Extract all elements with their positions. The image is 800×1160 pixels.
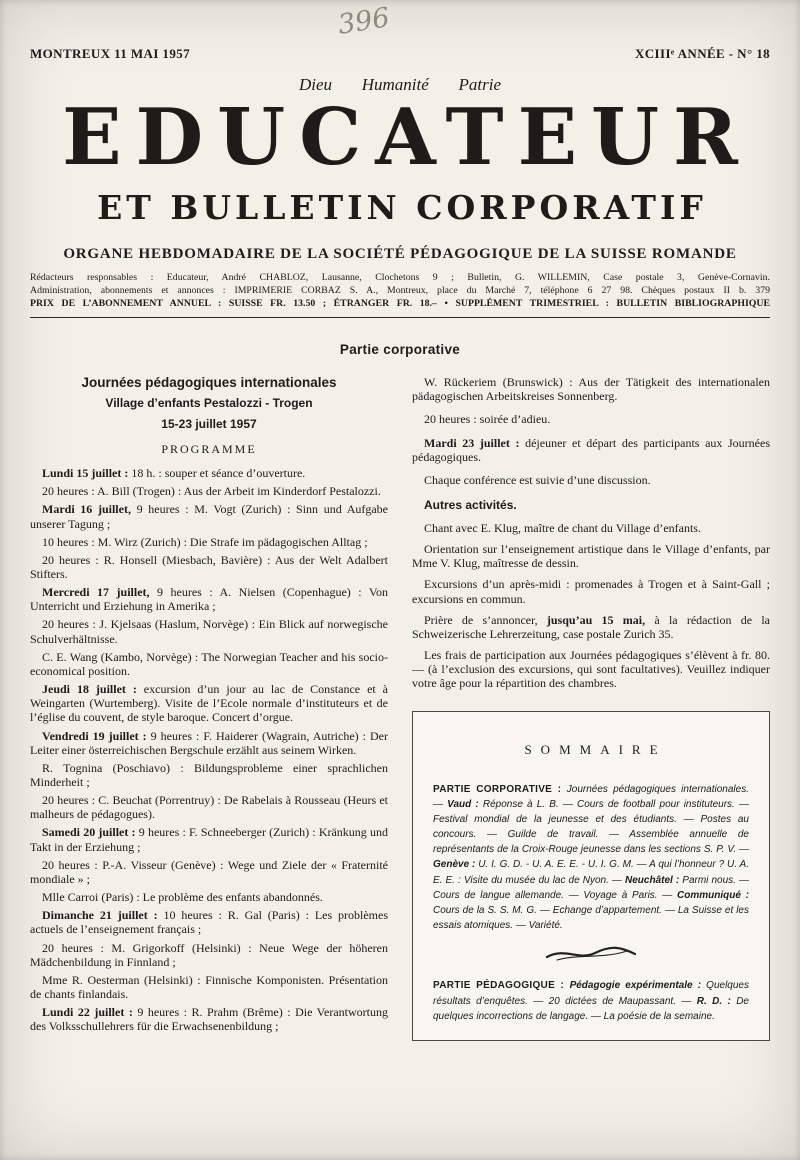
paragraph: Orientation sur l’enseignement artistique dans le Village d’enfants, par Mme V. Klug, maîtresse de dessin.: [412, 542, 770, 571]
paragraph: Vendredi 19 juillet : 9 heures : F. Haiderer (Wagrain, Autriche) : Der Leiter einer österreichischen Bergschule erzählt aus seinem Wirken.: [30, 728, 388, 757]
program-paragraphs: [30, 466, 388, 1033]
article-columns: [30, 375, 770, 1041]
paragraph: Prière de s’annoncer, jusqu’au 15 mai, à la rédaction de la Schweizerische Lehrerzeitung, case postale Zurich 35.: [412, 612, 770, 641]
paragraph: Mme R. Oesterman (Helsinki) : Finnische Komponisten. Présentation de chants finlandais.: [30, 972, 388, 1002]
paragraph: W. Rückeriem (Brunswick) : Aus der Tätigkeit des internationalen pädagogischen Arbeitskreises Sonnenberg.: [412, 375, 770, 404]
activities-paragraphs: [412, 521, 770, 691]
left-column: [30, 375, 388, 1041]
paragraph: 20 heures : R. Honsell (Miesbach, Bavière) : Aus der Welt Adalbert Stifters.: [30, 552, 388, 581]
sommaire-title: SOMMAIRE: [524, 741, 667, 757]
sommaire-section-label: PARTIE CORPORATIVE :: [433, 783, 567, 795]
paragraph: R. Tognina (Poschiavo) : Bildungsprobleme einer sprachlichen Minderheit ;: [30, 760, 388, 790]
paragraph: C. E. Wang (Kambo, Norvège) : The Norwegian Teacher and his socio-economical position.: [30, 649, 388, 678]
right-column: [412, 375, 770, 1041]
article-subheading-1: Village d’enfants Pestalozzi - Trogen: [105, 396, 313, 411]
paragraph: Mardi 16 juillet, 9 heures : M. Vogt (Zurich) : Sinn und Aufgabe unserer Tagung ;: [30, 502, 389, 531]
paragraph: Mercredi 17 juillet, 9 heures : A. Nielsen (Copenhague) : Von Unterricht und Erziehung in Amerika ;: [30, 585, 388, 614]
paragraph: 20 heures : P.-A. Visseur (Genève) : Wege und Ziele der « Fraternité mondiale » ;: [30, 857, 388, 886]
sommaire-box: [412, 711, 770, 1041]
price-line: PRIX DE L’ABONNEMENT ANNUEL : SUISSE FR. 13.50 ; ÉTRANGER FR. 18.– • SUPPLÉMENT TRIMESTRIEL : BULLETIN BIBLIOGRAPHIQUE: [30, 297, 770, 309]
organ-line: ORGANE HEBDOMADAIRE DE LA SOCIÉTÉ PÉDAGOGIQUE DE LA SUISSE ROMANDE: [63, 245, 737, 262]
date-line: MONTREUX 11 MAI 1957: [30, 46, 191, 61]
article-subheading-2: 15-23 juillet 1957: [161, 417, 257, 432]
paragraph: Jeudi 18 juillet : excursion d’un jour au lac de Constance et à Weingarten (Wurtemberg). Visite de l’Ecole normale d’instituteurs et de l’église du couvent, de style baroque. Concert d’orgue.: [30, 682, 389, 725]
motto: Dieu Humanité Patrie: [298, 75, 502, 94]
sommaire-pedagogique: PARTIE PÉDAGOGIQUE : Pédagogie expérimentale : Quelques résultats d’enquêtes. — 20 dictées de Maupassant. — R. D. : De quelques incorrections de langage. — La poésie de la semaine.: [433, 980, 749, 1022]
paragraph: Les frais de participation aux Journées pédagogiques s’élèvent à fr. 80.— (à l’exclusion des excursions, qui sont facultatives). Veuillez indiquer votre âge pour la répartition des chambres.: [412, 648, 770, 691]
masthead-subtitle: ET BULLETIN CORPORATIF: [97, 187, 707, 227]
paragraph: 20 heures : soirée d’adieu.: [424, 412, 551, 427]
masthead-fineprint: [30, 271, 770, 310]
program-paragraphs-continued: [412, 375, 770, 487]
flourish-ornament: [545, 945, 637, 963]
flourish-wrap: [433, 945, 749, 968]
masthead-divider: [30, 317, 770, 318]
paragraph: 10 heures : M. Wirz (Zurich) : Die Strafe im pädagogischen Alltag ;: [42, 534, 368, 549]
paragraph: 20 heures : A. Bill (Trogen) : Aus der Arbeit im Kinderdorf Pestalozzi.: [42, 484, 381, 499]
article-heading: Journées pédagogiques internationales: [81, 375, 337, 391]
paragraph: Mlle Carroi (Paris) : Le problème des enfants abandonnés.: [42, 890, 323, 905]
paragraph: Chant avec E. Klug, maître de chant du Village d’enfants.: [424, 520, 701, 535]
paragraph: Chaque conférence est suivie d’une discussion.: [424, 472, 651, 487]
activities-heading: Autres activités.: [424, 497, 517, 512]
paragraph: 20 heures : C. Beuchat (Porrentruy) : De Rabelais à Rousseau (Heurs et malheurs de pédagogues).: [30, 793, 388, 822]
paragraph: Lundi 22 juillet : 9 heures : R. Prahm (Brême) : Die Verantwortung des Volksschullehrers für die Erwachsenenbildung ;: [30, 1005, 388, 1034]
admin-line: Administration, abonnements et annonces : IMPRIMERIE CORBAZ S. A., Montreux, place du Marché 7, téléphone 6 27 98. Chèques postaux II b. 379: [30, 284, 770, 296]
pencil-annotation: 396: [335, 2, 392, 41]
paragraph: Samedi 20 juillet : 9 heures : F. Schneeberger (Zurich) : Kränkung und Takt in der Erziehung ;: [30, 825, 388, 854]
paragraph: 20 heures : M. Grigorkoff (Helsinki) : Neue Wege der höheren Mädchenbildung in Finnland ;: [30, 940, 388, 969]
sommaire-corporative: PARTIE CORPORATIVE : Journées pédagogiques internationales. — Vaud : Réponse à L. B. — Cours de football pour instituteurs. — Festival mondial de la jeunesse et des étudiants. — Postes au concours. — Guilde de travail. — Assemblée annuelle de représentants de la Croix-Rouge jeunesse dans les sections S. P. V. — Genève : U. I. G. D. - U. A. E. E. - U. I. G. M. — A qui l’honneur ? U. A. E. E. : Visite du musée du lac de Nyon. — Neuchâtel : Parmi nous. — Cours de langue allemande. — Voyage à Paris. — Communiqué : Cours de la S. S. M. G. — Echange d’appartement. — La Suisse et les essais atomiques. — Variété.: [433, 783, 749, 932]
paragraph: Lundi 15 juillet : 18 h. : souper et séance d’ouverture.: [42, 466, 306, 481]
paragraph: Mardi 23 juillet : déjeuner et départ des participants aux Journées pédagogiques.: [412, 435, 770, 464]
paragraph: Excursions d’un après-midi : promenades à Trogen et à Saint-Gall ; excursions en commun.: [412, 577, 770, 606]
masthead-topline: [30, 46, 770, 62]
section-title: Partie corporative: [339, 342, 461, 358]
program-label: PROGRAMME: [161, 442, 257, 457]
sommaire-section-label: PARTIE PÉDAGOGIQUE :: [433, 980, 570, 992]
paragraph: Dimanche 21 juillet : 10 heures : R. Gal (Paris) : Les problèmes actuels de l’enseignement français ;: [30, 908, 388, 937]
masthead-title: EDUCATEUR: [62, 92, 752, 183]
editors-line: Rédacteurs responsables : Educateur, André CHABLOZ, Lausanne, Clochetons 9 ; Bulletin, G. WILLEMIN, Case postale 3, Genève-Cornavin.: [30, 271, 770, 283]
paragraph: 20 heures : J. Kjelsaas (Haslum, Norvège) : Ein Blick auf norwegische Schulverhältnisse.: [30, 617, 388, 646]
issue-line: XCIIIᵉ ANNÉE - N° 18: [634, 46, 770, 61]
